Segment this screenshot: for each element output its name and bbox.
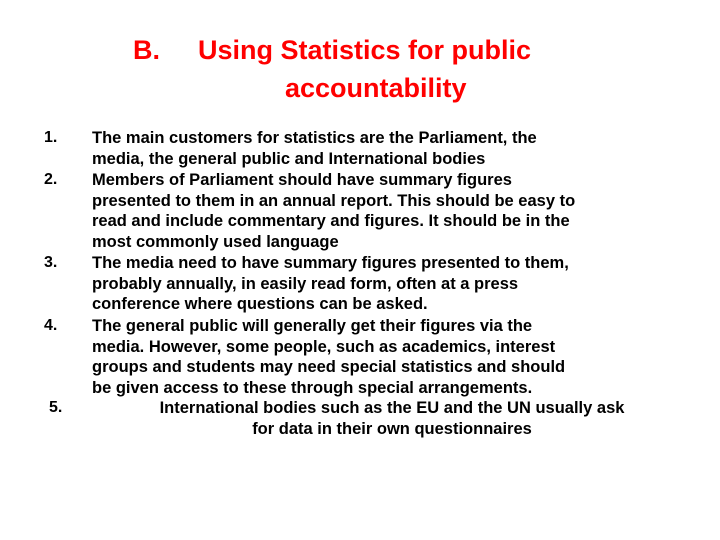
list-item-3 (92, 253, 712, 315)
list-item-2-line-1: Members of Parliament should have summary figures (92, 171, 512, 189)
slide-title-line-2: accountability (285, 73, 467, 103)
list-item-3-line-3: conference where questions can be asked. (92, 295, 428, 314)
list-item-2-line-2: presented to them in an annual report. This should be easy to (92, 191, 576, 210)
slide-title-line-1: Using Statistics for public (198, 35, 532, 65)
list-item-4-line-3: groups and students may need special statistics and should (92, 358, 566, 377)
list-item-2-line-4: most commonly used language (92, 232, 339, 251)
section-marker: B. (133, 35, 160, 65)
list-item-4 (92, 316, 712, 398)
list-number-1: 1. (44, 129, 58, 146)
list-number-2: 2. (44, 171, 58, 188)
list-number-4: 4. (44, 317, 58, 334)
list-item-3-line-2: probably annually, in easily read form, often at a press (92, 274, 519, 293)
list-item-4-line-4: be given access to these through special arrangements. (92, 378, 533, 397)
list-item-1 (92, 128, 712, 169)
list-item-5-line-2: for data in their own questionnaires (252, 419, 532, 438)
list-item-1-line-1: The main customers for statistics are the Parliament, the (92, 129, 537, 147)
list-item-1-line-2: media, the general public and International bodies (92, 149, 486, 168)
list-item-2-line-3: read and include commentary and figures. It should be in the (92, 212, 570, 231)
list-item-5 (92, 398, 692, 439)
list-item-4-line-1: The general public will generally get their figures via the (92, 317, 533, 335)
list-number-5: 5. (49, 399, 63, 416)
list-item-2 (92, 170, 712, 252)
list-item-5-line-1: International bodies such as the EU and the UN usually ask (159, 399, 625, 417)
list-item-3-line-1: The media need to have summary figures presented to them, (92, 254, 569, 272)
list-number-3: 3. (44, 254, 58, 271)
list-item-4-line-2: media. However, some people, such as academics, interest (92, 337, 556, 356)
